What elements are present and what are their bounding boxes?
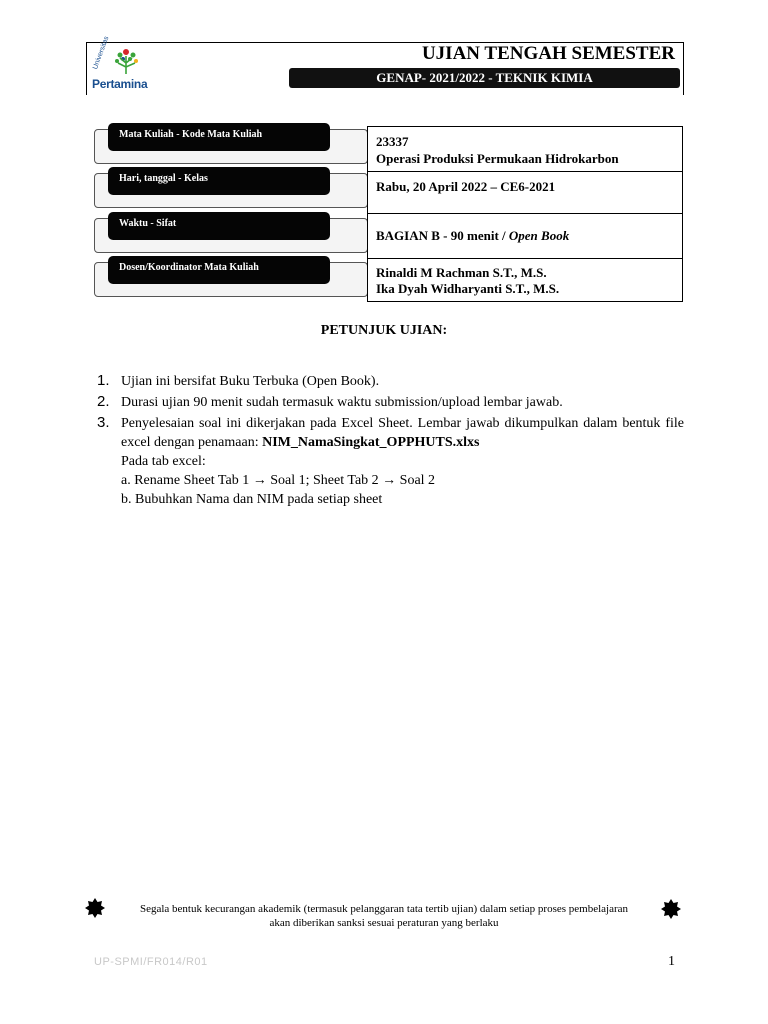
seal-icon [661,899,681,919]
tab-intro: Pada tab excel: [121,454,206,469]
university-logo [89,35,159,92]
page-title: UJIAN TENGAH SEMESTER [421,43,675,64]
page-number: 1 [668,954,675,969]
seal-icon [85,898,105,918]
lecturer-name: Ika Dyah Widharyanti S.T., M.S. [376,281,560,296]
day-date-class: Rabu, 20 April 2022 – CE6-2021 [376,179,556,194]
item-number: 1. [97,372,110,389]
logo-university: Universitas [92,35,111,71]
arrow-right-icon: → [382,473,397,488]
course-code: 23337 [376,134,409,149]
label-date: Hari, tanggal - Kelas [108,167,330,195]
time-nature: Open Book [508,228,570,243]
item-text: Durasi ujian 90 menit sudah termasuk waktu submission/upload lembar jawab. [121,395,563,410]
sub-item-b: b. Bubuhkan Nama dan NIM pada setiap sheet [121,492,383,507]
item-number: 2. [97,393,110,410]
exam-subtitle: GENAP- 2021/2022 - TEKNIK KIMIA [289,68,680,88]
course-name: Operasi Produksi Permukaan Hidrokarbon [376,151,619,166]
instructions-list [94,372,684,509]
logo-name: Pertamina [92,77,148,91]
list-item [94,372,684,391]
lecturer-name: Rinaldi M Rachman S.T., M.S. [376,265,547,280]
list-item [94,414,684,509]
header-border [683,42,684,95]
date-cell [368,172,682,214]
lecturer-cell [368,259,682,301]
label-course: Mata Kuliah - Kode Mata Kuliah [108,123,330,151]
instructions-heading: PETUNJUK UJIAN: [320,323,448,338]
sub-item-a: a. Rename Sheet Tab 1 → Soal 1; Sheet Tab 2 → Soal 2 [121,473,436,488]
exam-header [86,35,684,95]
item-number: 3. [97,414,110,431]
arrow-right-icon: → [252,473,267,488]
item-text: Ujian ini bersifat Buku Terbuka (Open Book). [121,374,380,389]
file-name: NIM_NamaSingkat_OPPHUTS.xlxs [262,435,480,450]
label-lecturer: Dosen/Koordinator Mata Kuliah [108,256,330,284]
item-text: Penyelesaian soal ini dikerjakan pada Excel Sheet. Lembar jawab dikumpulkan dalam bentuk file excel dengan penamaan: [121,416,684,450]
note-line: Segala bentuk kecurangan akademik (termasuk pelanggaran tata tertib ujian) dalam setiap proses pembelajaran [139,903,629,915]
label-time: Waktu - Sifat [108,212,330,240]
academic-integrity-note [114,902,654,930]
time-duration: BAGIAN B - 90 menit / [376,228,509,243]
list-item [94,393,684,412]
form-code: UP-SPMI/FR014/R01 [94,956,208,968]
note-line: akan diberikan sanksi sesuai peraturan yang berlaku [269,917,499,929]
info-table [367,126,683,302]
course-cell [368,127,682,172]
time-cell [368,214,682,259]
